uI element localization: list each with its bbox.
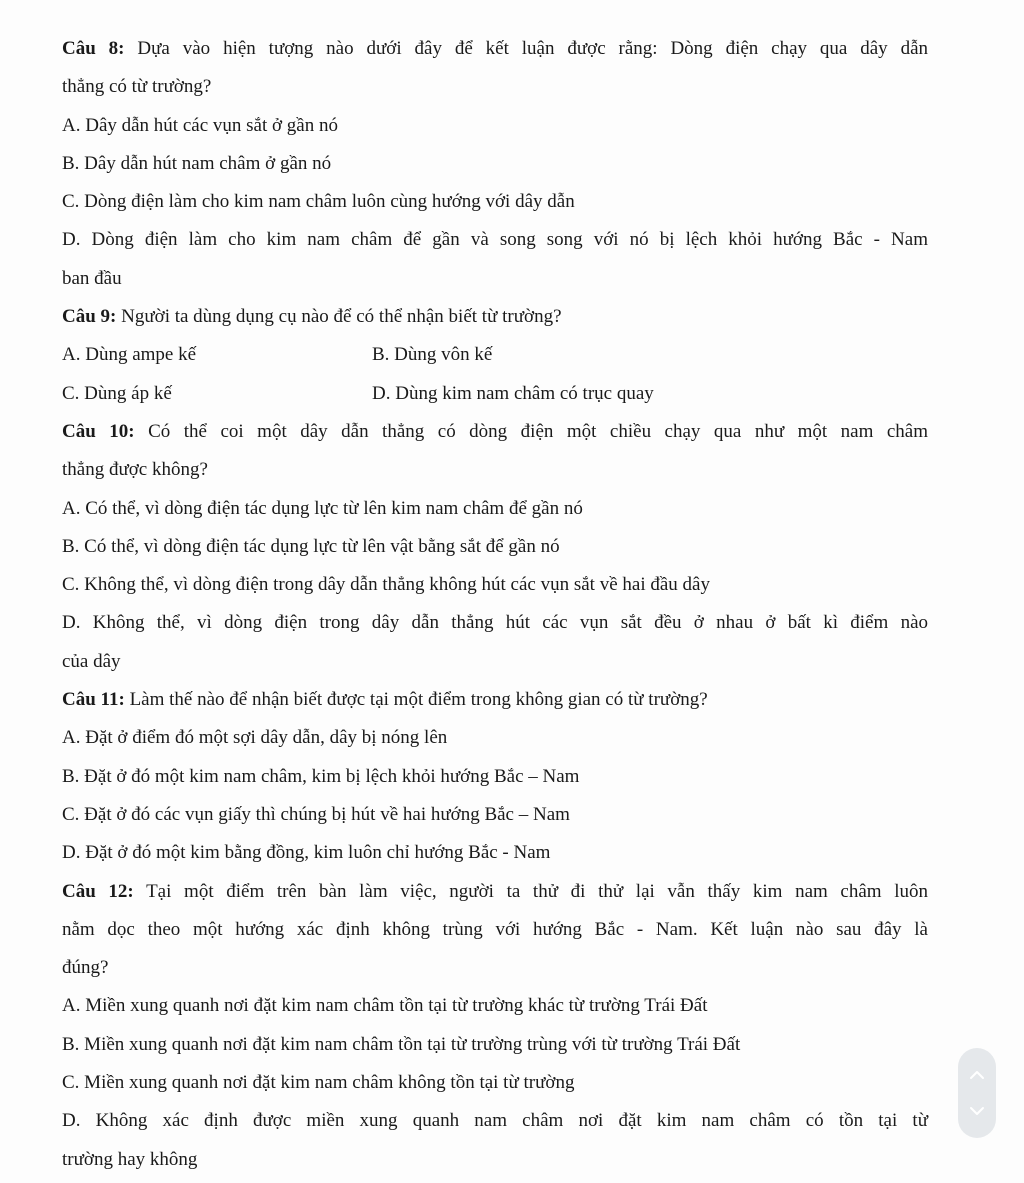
scroll-up-button[interactable]: [958, 1056, 996, 1094]
question-12-line-1: [62, 873, 928, 911]
chevron-up-icon: [969, 1070, 985, 1080]
chevron-down-icon: [969, 1106, 985, 1116]
question-9-options-row-1: [62, 336, 928, 374]
question-11-line-1: [62, 681, 928, 719]
question-8-option-a: A. Dây dẫn hút các vụn sắt ở gần nó: [62, 114, 338, 136]
question-10-option-d-line-1: D. Không thể, vì dòng điện trong dây dẫn thẳng hút các vụn sắt đều ở nhau ở bất kì điểm nào: [62, 612, 928, 634]
question-9-option-d: D. Dùng kim nam châm có trục quay: [372, 382, 654, 404]
document-content: [62, 30, 928, 1179]
question-11-option-a: A. Đặt ở điểm đó một sợi dây dẫn, dây bị nóng lên: [62, 727, 448, 749]
question-12-option-d-line-2: trường hay không: [62, 1148, 198, 1170]
question-12-line-3: đúng?: [62, 957, 109, 979]
question-8-option-c: C. Dòng điện làm cho kim nam châm luôn cùng hướng với dây dẫn: [62, 191, 575, 213]
question-10-option-b: B. Có thể, vì dòng điện tác dụng lực từ lên vật bằng sắt để gần nó: [62, 535, 560, 557]
question-10-option-c: C. Không thể, vì dòng điện trong dây dẫn thẳng không hút các vụn sắt về hai đầu dây: [62, 574, 710, 596]
question-12-text-1: Tại một điểm trên bàn làm việc, người ta thử đi thử lại vẫn thấy kim nam châm luôn: [146, 880, 928, 902]
question-10-label: Câu 10:: [62, 420, 135, 442]
question-8-line-1: [62, 30, 928, 68]
question-9-option-b: B. Dùng vôn kế: [372, 344, 493, 366]
question-9-option-a: A. Dùng ampe kế: [62, 344, 197, 366]
question-8-label: Câu 8:: [62, 38, 125, 59]
question-11-option-d: D. Đặt ở đó một kim bằng đồng, kim luôn chỉ hướng Bắc - Nam: [62, 842, 551, 864]
scroll-down-button[interactable]: [958, 1092, 996, 1130]
question-10-line-1: [62, 413, 928, 451]
question-8-option-d-line-2: ban đầu: [62, 267, 122, 289]
question-11-label: Câu 11:: [62, 689, 125, 711]
question-9-text-1: Người ta dùng dụng cụ nào để có thể nhận biết từ trường?: [121, 306, 562, 328]
question-8-option-d-line-1: D. Dòng điện làm cho kim nam châm để gần và song song với nó bị lệch khỏi hướng Bắc - Nam: [62, 229, 928, 251]
question-9-option-c: C. Dùng áp kế: [62, 382, 172, 404]
question-8-option-b: B. Dây dẫn hút nam châm ở gần nó: [62, 152, 332, 174]
scroll-navigation-widget: [958, 1048, 996, 1138]
question-11-option-b: B. Đặt ở đó một kim nam châm, kim bị lệch khỏi hướng Bắc – Nam: [62, 765, 580, 787]
question-12-option-c: C. Miền xung quanh nơi đặt kim nam châm không tồn tại từ trường: [62, 1072, 575, 1094]
question-12-line-2: nằm dọc theo một hướng xác định không trùng với hướng Bắc - Nam. Kết luận nào sau đây là: [62, 918, 928, 940]
question-8-text-1: Dựa vào hiện tượng nào dưới đây để kết luận được rằng: Dòng điện chạy qua dây dẫn: [137, 38, 929, 59]
question-10-option-a: A. Có thể, vì dòng điện tác dụng lực từ lên kim nam châm để gần nó: [62, 497, 583, 519]
question-9-options-row-2: [62, 375, 928, 413]
question-12-option-d-line-1: D. Không xác định được miền xung quanh nam châm nơi đặt kim nam châm có tồn tại từ: [62, 1110, 928, 1132]
question-8-line-2: thẳng có từ trường?: [62, 76, 212, 98]
question-11-text-1: Làm thế nào để nhận biết được tại một điểm trong không gian có từ trường?: [129, 689, 708, 711]
question-12-label: Câu 12:: [62, 880, 134, 902]
question-9-label: Câu 9:: [62, 306, 117, 328]
question-12-option-b: B. Miền xung quanh nơi đặt kim nam châm tồn tại từ trường trùng với từ trường Trái Đất: [62, 1033, 741, 1055]
question-11-option-c: C. Đặt ở đó các vụn giấy thì chúng bị hút về hai hướng Bắc – Nam: [62, 803, 570, 825]
question-10-line-2: thẳng được không?: [62, 459, 208, 481]
question-12-option-a: A. Miền xung quanh nơi đặt kim nam châm tồn tại từ trường khác từ trường Trái Đất: [62, 995, 708, 1017]
question-9-line-1: [62, 298, 928, 336]
question-10-text-1: Có thể coi một dây dẫn thẳng có dòng điện một chiều chạy qua như một nam châm: [148, 420, 929, 442]
question-10-option-d-line-2: của dây: [62, 650, 121, 672]
